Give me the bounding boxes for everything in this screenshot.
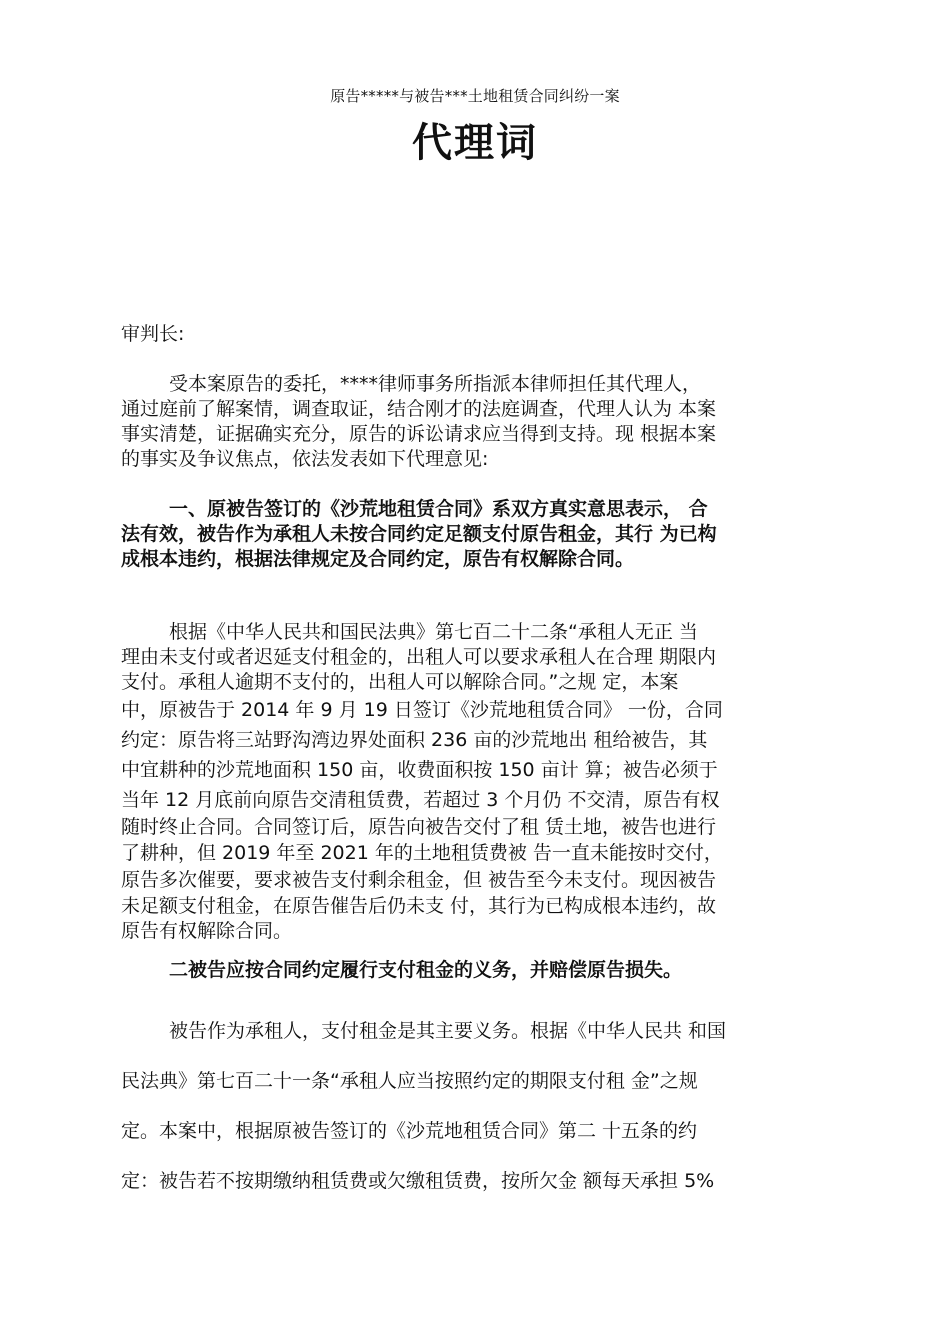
paragraph-line: 约定：原告将三站野沟湾边界处面积 236 亩的沙荒地出 租给被告，其 xyxy=(121,729,708,751)
paragraph-line: 了耕种，但 2019 年至 2021 年的土地租赁费被 告一直未能按时交付， xyxy=(121,842,723,864)
paragraph-line: 的事实及争议焦点，依法发表如下代理意见: xyxy=(121,448,489,470)
paragraph-2 xyxy=(121,620,833,944)
paragraph-line: 受本案原告的委托，****律师事务所指派本律师担任其代理人， xyxy=(169,373,702,395)
paragraph-line: 未足额支付租金，在原告催告后仍未支 付，其行为已构成根本违约，故 xyxy=(121,895,717,917)
paragraph-line: 随时终止合同。合同签订后，原告向被告交付了租 赁土地，被告也进行 xyxy=(121,816,717,838)
paragraph-line: 定：被告若不按期缴纳租赁费或欠缴租赁费，按所欠金 额每天承担 5% xyxy=(121,1170,715,1192)
paragraph-line: 支付。承租人逾期不支付的，出租人可以解除合同。”之规 定，本案 xyxy=(121,671,679,693)
section-heading-1 xyxy=(121,497,833,572)
heading-line: 成根本违约，根据法律规定及合同约定，原告有权解除合同。 xyxy=(121,548,635,570)
heading-line: 法有效，被告作为承租人未按合同约定足额支付原告租金，其行 为已构 xyxy=(121,523,717,545)
paragraph-line: 原告多次催要，要求被告支付剩余租金，但 被告至今未支付。现因被告 xyxy=(121,869,717,891)
paragraph-line: 被告作为承租人，支付租金是其主要义务。根据《中华人民共 和国 xyxy=(169,1020,727,1042)
paragraph-line: 中宜耕种的沙荒地面积 150 亩，收费面积按 150 亩计 算；被告必须于 xyxy=(121,759,718,781)
salutation: 审判长: xyxy=(121,323,185,345)
paragraph-line: 民法典》第七百二十一条“承租人应当按照约定的期限支付租 金”之规 xyxy=(121,1070,698,1092)
paragraph-1 xyxy=(121,372,833,472)
case-line: 原告*****与被告***土地租赁合同纠纷一案 xyxy=(330,87,620,105)
heading-line: 二被告应按合同约定履行支付租金的义务，并赔偿原告损失。 xyxy=(169,959,683,981)
paragraph-line: 原告有权解除合同。 xyxy=(121,920,293,942)
paragraph-line: 根据《中华人民共和国民法典》第七百二十二条“承租人无正 当 xyxy=(169,621,698,643)
paragraph-line: 当年 12 月底前向原告交清租赁费，若超过 3 个月仍 不交清，原告有权 xyxy=(121,789,720,811)
paragraph-3 xyxy=(121,1006,833,1206)
document-title: 代理词 xyxy=(412,120,538,166)
paragraph-line: 通过庭前了解案情，调查取证，结合刚才的法庭调查，代理人认为 本案 xyxy=(121,398,717,420)
paragraph-line: 中，原被告于 2014 年 9 月 19 日签订《沙荒地租赁合同》 一份，合同 xyxy=(121,699,723,721)
paragraph-line: 理由未支付或者迟延支付租金的，出租人可以要求承租人在合理 期限内 xyxy=(121,646,717,668)
paragraph-line: 事实清楚，证据确实充分，原告的诉讼请求应当得到支持。现 根据本案 xyxy=(121,423,717,445)
heading-line: 一、原被告签订的《沙荒地租赁合同》系双方真实意思表示， 合 xyxy=(169,498,708,520)
paragraph-line: 定。本案中，根据原被告签订的《沙荒地租赁合同》第二 十五条的约 xyxy=(121,1120,698,1142)
section-heading-2 xyxy=(121,956,833,984)
